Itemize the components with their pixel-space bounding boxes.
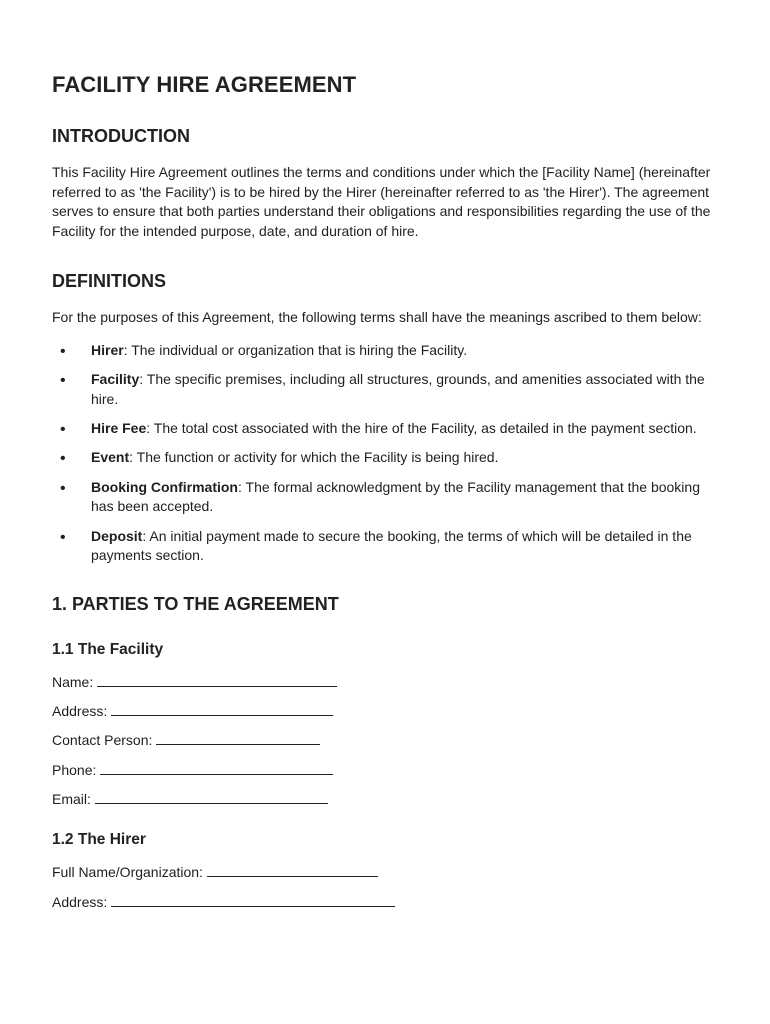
facility-name-field xyxy=(52,673,718,693)
definitions-intro: For the purposes of this Agreement, the following terms shall have the meanings ascribed to them below: xyxy=(52,309,702,326)
definition-item xyxy=(52,478,718,517)
definition-term: Hirer xyxy=(91,341,124,358)
facility-subheading: 1.1 The Facility xyxy=(52,640,164,658)
definition-term: Booking Confirmation xyxy=(91,478,238,495)
section1-heading: 1. PARTIES TO THE AGREEMENT xyxy=(52,593,339,614)
contact-person-blank[interactable] xyxy=(156,731,320,745)
definition-desc: : The total cost associated with the hire of the Facility, as detailed in the payment section. xyxy=(146,420,697,437)
document-title: FACILITY HIRE AGREEMENT xyxy=(52,72,357,97)
introduction-text: This Facility Hire Agreement outlines the terms and conditions under which the [Facility Name] (hereinafter referred to as 'the Facility') is to be hired by the Hirer (hereinafter referred to as 'the Hirer'). The agreement serves to ensure that both parties understand their obligations and responsibilities regarding the use of the Facility for the intended purpose, date, and duration of hire. xyxy=(52,164,711,239)
definitions-heading: DEFINITIONS xyxy=(52,271,167,292)
hirer-fields xyxy=(52,863,718,912)
phone-blank[interactable] xyxy=(100,761,333,775)
definition-item xyxy=(52,527,718,566)
definition-item xyxy=(52,370,718,409)
field-label: Address: xyxy=(52,703,108,720)
bullet-icon: • xyxy=(60,450,66,468)
full-name-blank[interactable] xyxy=(207,863,378,877)
field-label: Contact Person: xyxy=(52,732,153,749)
field-label: Full Name/Organization: xyxy=(52,864,203,881)
bullet-icon: • xyxy=(60,421,66,439)
field-label: Email: xyxy=(52,790,91,807)
bullet-icon: • xyxy=(60,372,66,390)
definition-desc: : An initial payment made to secure the booking, the terms of which will be detailed in the payments section. xyxy=(91,527,692,564)
definition-desc: : The individual or organization that is hiring the Facility. xyxy=(123,341,468,358)
definition-item xyxy=(52,419,718,439)
definition-term: Event xyxy=(91,449,130,466)
bullet-icon: • xyxy=(60,528,66,546)
name-blank[interactable] xyxy=(97,673,337,687)
bullet-icon: • xyxy=(60,342,66,360)
definition-item xyxy=(52,341,718,361)
field-label: Phone: xyxy=(52,761,97,778)
hirer-name-field xyxy=(52,863,718,883)
definition-desc: : The formal acknowledgment by the Facility management that the booking has been accepted. xyxy=(91,478,700,515)
definition-term: Hire Fee xyxy=(91,420,147,437)
hirer-address-blank[interactable] xyxy=(111,893,395,907)
address-blank[interactable] xyxy=(111,702,333,716)
facility-email-field xyxy=(52,790,718,810)
definition-desc: : The specific premises, including all structures, grounds, and amenities associated with the hire. xyxy=(91,371,705,407)
hirer-address-field xyxy=(52,893,718,913)
definition-term: Deposit xyxy=(91,527,143,544)
facility-address-field xyxy=(52,702,718,722)
introduction-heading: INTRODUCTION xyxy=(52,126,190,146)
definition-item xyxy=(52,448,718,468)
facility-phone-field xyxy=(52,761,718,781)
definition-desc: : The function or activity for which the Facility is being hired. xyxy=(129,449,499,466)
field-label: Name: xyxy=(52,673,94,690)
definition-term: Facility xyxy=(91,371,140,388)
definitions-list xyxy=(52,341,718,566)
hirer-subheading: 1.2 The Hirer xyxy=(52,831,146,849)
bullet-icon: • xyxy=(60,479,66,497)
facility-fields xyxy=(52,673,718,810)
facility-contact-field xyxy=(52,731,718,751)
field-label: Address: xyxy=(52,893,108,910)
email-blank[interactable] xyxy=(95,790,328,804)
